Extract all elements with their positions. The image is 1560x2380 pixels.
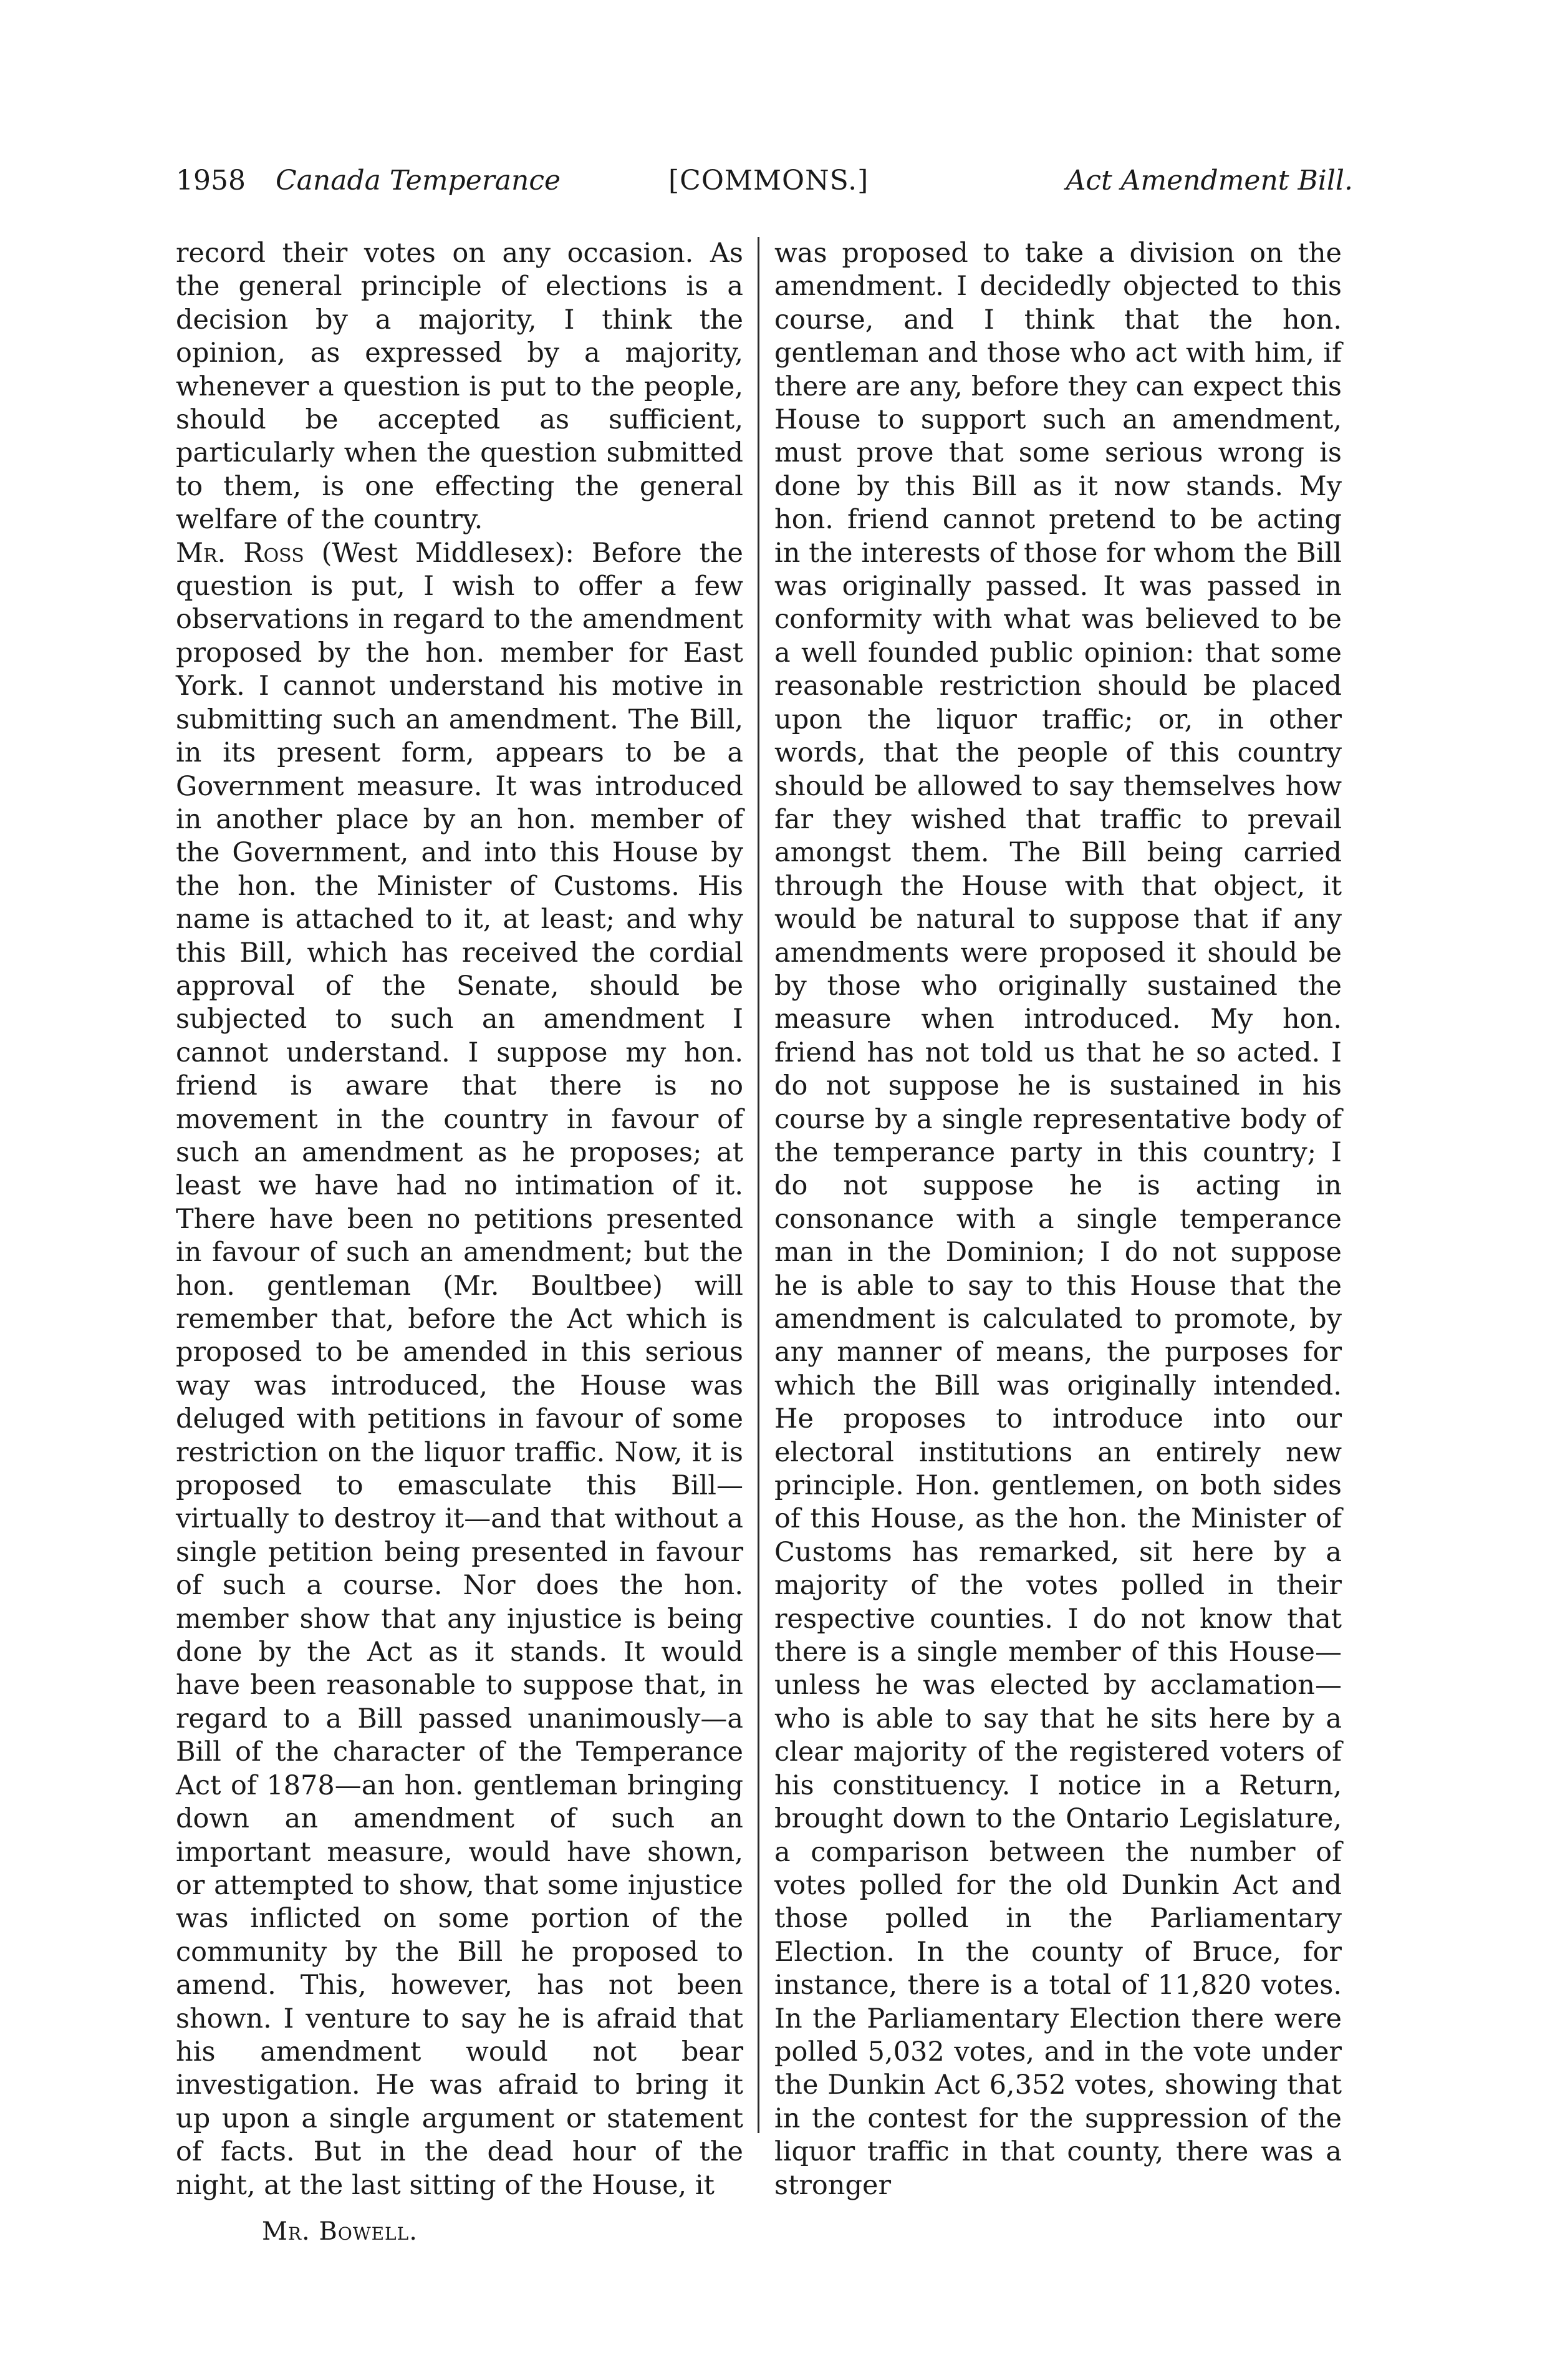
left-paragraph-1: record their votes on any occasion. As the general principle of elections is a decision by a majority, I think the opinion, as expressed by a majority, whenever a question is put to the people, should be accepted as sufficient, particularly when the question submitted to them, is one effecting the general welfare of the country. bbox=[176, 238, 743, 536]
left-paragraph-2 bbox=[176, 537, 743, 2202]
column-divider bbox=[758, 237, 759, 2133]
text-columns bbox=[176, 237, 1353, 2233]
running-title-left: Canada Temperance bbox=[276, 165, 561, 196]
footer-speaker-name: Mr. Bowell. bbox=[262, 2217, 418, 2246]
running-title-right: Act Amendment Bill. bbox=[1066, 165, 1353, 196]
right-paragraph-1: was proposed to take a division on the amendment. I decidedly objected to this course, and I think that the hon. gentleman and those who act with him, if there are any, before they can expect this House to support such an amendment, must prove that some serious wrong is done by this Bill as it now stands. My hon. friend cannot pretend to be acting in the interests of those for whom the Bill was originally passed. It was passed in conformity with what was believed to be a well founded public opinion: that some reasonable restriction should be placed upon the liquor traffic; or, in other words, that the people of this country should be allowed to say themselves how far they wished that traffic to prevail amongst them. The Bill being carried through the House with that object, it would be natural to suppose that if any amendments were proposed it should be by those who originally sustained the measure when introduced. My hon. friend has not told us that he so acted. I do not suppose he is sustained in his course by a single representative body of the temperance party in this country; I do not suppose he is acting in consonance with a single temperance man in the Dominion; I do not suppose he is able to say to this House that the amendment is calculated to promote, by any manner of means, the purposes for which the Bill was originally intended. He proposes to introduce into our electoral institutions an entirely new principle. Hon. gentlemen, on both sides of this House, as the hon. the Minister of Customs has remarked, sit here by a majority of the votes polled in their respective counties. I do not know that there is a single member of this House—unless he was elected by acclamation—who is able to say that he sits here by a clear majority of the registered voters of his constituency. I notice in a Return, brought down to the Ontario Legislature, a comparison between the number of votes polled for the old Dunkin Act and those polled in the Parliamentary Election. In the county of Bruce, for instance, there is a total of 11,820 votes. In the Parliamentary Election there were polled 5,032 votes, and in the vote under the Dunkin Act 6,352 votes, showing that in the contest for the suppression of the liquor traffic in that county, there was a stronger bbox=[774, 238, 1342, 2201]
page-number: 1958 bbox=[176, 165, 246, 196]
right-column bbox=[774, 237, 1342, 2202]
speaker-ross: Mr. Ross bbox=[176, 537, 304, 569]
running-title-center: [COMMONS.] bbox=[668, 165, 869, 196]
page-header bbox=[176, 156, 1353, 206]
ross-speech-text: (West Middlesex): Before the question is put, I wish to offer a few observations in regard to the amendment proposed by the hon. member for East York. I cannot understand his motive in submitting such an amendment. The Bill, in its present form, appears to be a Government measure. It was introduced in another place by an hon. member of the Government, and into this House by the hon. the Minister of Customs. His name is attached to it, at least; and why this Bill, which has received the cordial approval of the Senate, should be subjected to such an amendment I cannot understand. I suppose my hon. friend is aware that there is no movement in the country in favour of such an amendment as he proposes; at least we have had no intimation of it. There have been no petitions presented in favour of such an amendment; but the hon. gentleman (Mr. Boultbee) will remember that, before the Act which is proposed to be amended in this serious way was introduced, the House was deluged with petitions in favour of some restriction on the liquor traffic. Now, it is proposed to emasculate this Bill—virtually to destroy it—and that without a single petition being presented in favour of such a course. Nor does the hon. member show that any injustice is being done by the Act as it stands. It would have been reasonable to suppose that, in regard to a Bill passed unanimously—a Bill of the character of the Temperance Act of 1878—an hon. gentleman bringing down an amendment of such an important measure, would have shown, or attempted to show, that some injustice was inflicted on some portion of the community by the Bill he proposed to amend. This, however, has not been shown. I venture to say he is afraid that his amendment would not bear investigation. He was afraid to bring it up upon a single argument or statement of facts. But in the dead hour of the night, at the last sitting of the House, it bbox=[176, 537, 743, 2201]
left-column bbox=[176, 237, 743, 2202]
